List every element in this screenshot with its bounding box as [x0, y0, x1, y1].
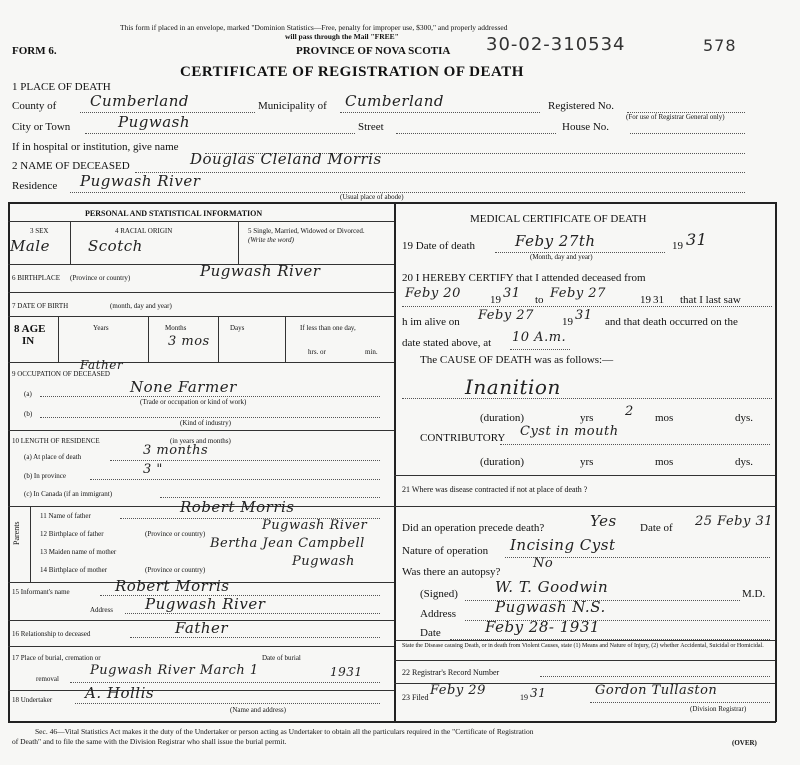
years-label: Years — [93, 324, 109, 332]
hrs-label: hrs. or — [308, 348, 326, 356]
mother-birthplace-value: Pugwash — [292, 554, 355, 569]
deceased-name: Douglas Cleland Morris — [190, 150, 382, 168]
cert-date-value: Feby 28- 1931 — [485, 618, 600, 636]
dys-label-1: dys. — [735, 412, 754, 424]
violence-note: State the Disease causing Death, or in death from Violent Causes, state (1) Means and Nature of Injury, (2) whether Accidental, Suicidal or Homicidal. — [402, 643, 764, 649]
md-label: M.D. — [742, 588, 766, 600]
removal-label: removal — [36, 675, 59, 683]
sex-value: Male — [10, 237, 50, 255]
record-label: 22 Registrar's Record Number — [402, 668, 500, 677]
racial-label: 4 RACIAL ORIGIN — [115, 227, 173, 235]
deceased-heading: 2 NAME OF DECEASED — [12, 160, 130, 172]
min-label: min. — [365, 348, 378, 356]
trade-note: (Trade or occupation or kind of work) — [140, 398, 247, 406]
sex-label: 3 SEX — [30, 227, 49, 235]
death-time: 10 A.m. — [512, 330, 567, 345]
mother-label: 13 Maiden name of mother — [40, 548, 117, 556]
registered-label: Registered No. — [548, 100, 614, 112]
registrar-note: (For use of Registrar General only) — [626, 113, 725, 121]
year3-prefix: 19 — [562, 316, 573, 328]
burial-value: Pugwash River March 1 — [90, 663, 259, 678]
death-year: 31 — [686, 230, 708, 249]
residence-length-label: 10 LENGTH OF RESIDENCE — [12, 437, 100, 445]
days-label: Days — [230, 324, 245, 332]
father-label: 11 Name of father — [40, 512, 91, 520]
city-label: City or Town — [12, 121, 71, 133]
envelope-notice: This form if placed in an envelope, marked "Dominion Statistics—Free, penalty for improper use, $300," and properly addressed — [120, 23, 508, 32]
q21-label: 21 Where was disease contracted if not at place of death ? — [402, 485, 588, 494]
street-label: Street — [358, 121, 384, 133]
informant-label: 15 Informant's name — [12, 588, 70, 596]
filed-label: 23 Filed — [402, 693, 429, 702]
stamp-suffix: 578 — [703, 36, 737, 55]
house-label: House No. — [562, 121, 610, 133]
doctor-address-label: Address — [420, 608, 457, 620]
less-than-day-label: If less than one day, — [300, 324, 356, 332]
marital-label: 5 Single, Married, Widowed or Divorced. — [248, 227, 365, 235]
county-label: County of — [12, 100, 57, 112]
informant-value: Robert Morris — [115, 577, 230, 595]
cause-value: Inanition — [465, 375, 561, 399]
duration-label-2: (duration) — [480, 456, 524, 468]
mos-label-1: mos — [655, 412, 674, 424]
year1: 31 — [503, 286, 521, 301]
doctor-address-value: Pugwash N.S. — [495, 598, 606, 616]
cert-date-label: Date — [420, 627, 441, 639]
occupation-b-label: (b) — [24, 410, 33, 418]
filed-date: Feby 29 — [430, 683, 486, 698]
year1-prefix: 19 — [490, 294, 501, 306]
at-place-label: (a) At place of death — [24, 453, 82, 461]
nature-value: Incising Cyst — [510, 536, 616, 554]
filed-year-prefix: 19 — [520, 693, 528, 702]
father-birthplace-label: 12 Birthplace of father — [40, 530, 104, 538]
mother-birthplace-note: (Province or country) — [145, 566, 206, 574]
year3: 31 — [575, 308, 593, 323]
occupation-insert: Father — [80, 358, 124, 372]
signed-label: (Signed) — [420, 588, 458, 600]
certify-label: 20 I HEREBY CERTIFY that I attended deceased from — [402, 272, 646, 284]
yrs-label-2: yrs — [580, 456, 594, 468]
attended-from: Feby 20 — [405, 286, 461, 301]
attended-to: Feby 27 — [550, 286, 606, 301]
mother-birthplace-label: 14 Birthplace of mother — [40, 566, 108, 574]
mother-value: Bertha Jean Campbell — [210, 536, 365, 551]
form-number: FORM 6. — [12, 45, 57, 57]
death-date-value: Feby 27th — [515, 232, 596, 250]
informant-address-label: Address — [90, 606, 113, 614]
contributory-label: CONTRIBUTORY — [420, 432, 506, 444]
signed-value: W. T. Goodwin — [495, 578, 609, 596]
father-birthplace-note: (Province or country) — [145, 530, 206, 538]
operation-value: Yes — [590, 512, 617, 530]
racial-value: Scotch — [88, 237, 143, 255]
in-province-label: (b) In province — [24, 472, 66, 480]
undertaker-note: (Name and address) — [230, 706, 286, 714]
relationship-label: 16 Relationship to deceased — [12, 630, 91, 638]
occupation-label: 9 OCCUPATION OF DECEASED — [12, 370, 110, 378]
city-value: Pugwash — [118, 113, 190, 131]
father-birthplace-value: Pugwash River — [262, 518, 368, 533]
yrs-label-1: yrs — [580, 412, 594, 424]
burial-label: 17 Place of burial, cremation or — [12, 654, 101, 662]
informant-address-value: Pugwash River — [145, 595, 266, 613]
birthplace-label: 6 BIRTHPLACE — [12, 274, 60, 282]
over-label: (OVER) — [732, 739, 757, 747]
at-place-value: 3 months — [143, 443, 209, 458]
envelope-notice-2: will pass through the Mail "FREE" — [285, 32, 399, 41]
occurred-label: and that death occurred on the — [605, 316, 738, 328]
duration-months: 2 — [625, 404, 634, 419]
operation-label: Did an operation precede death? — [402, 522, 545, 534]
in-canada-label: (c) In Canada (if an immigrant) — [24, 490, 113, 498]
hospital-label: If in hospital or institution, give name — [12, 141, 179, 153]
residence-length-note: (in years and months) — [170, 437, 231, 445]
year2: 31 — [653, 294, 664, 306]
father-value: Robert Morris — [180, 498, 295, 516]
burial-year: 1931 — [330, 665, 363, 679]
death-date-label: 19 Date of death — [402, 240, 475, 252]
certificate-title: CERTIFICATE OF REGISTRATION OF DEATH — [180, 64, 524, 80]
contributory-value: Cyst in mouth — [520, 424, 619, 439]
division-note: (Division Registrar) — [690, 705, 747, 713]
undertaker-value: A. Hollis — [85, 684, 155, 702]
dob-note: (month, day and year) — [110, 302, 172, 310]
age-in-label: IN — [22, 335, 35, 347]
undertaker-label: 18 Undertaker — [12, 696, 53, 704]
autopsy-label: Was there an autopsy? — [402, 566, 501, 578]
birthplace-value: Pugwash River — [200, 262, 321, 280]
op-date-value: 25 Feby 31 — [695, 514, 774, 529]
birthplace-note: (Province or country) — [70, 274, 131, 282]
year2-prefix: 19 — [640, 294, 651, 306]
mos-label-2: mos — [655, 456, 674, 468]
registrar-signature: Gordon Tullaston — [595, 683, 718, 698]
footer-text: Sec. 46—Vital Statistics Act makes it the duty of the Undertaker or person acting as Undertaker to obtain all the particulars required in the "Certificate of Registration — [35, 727, 534, 736]
age-label: 8 AGE — [14, 323, 46, 335]
burial-date-label: Date of burial — [262, 654, 301, 662]
in-province-value: 3 " — [143, 462, 163, 477]
marital-note: (Write the word) — [248, 236, 295, 244]
filed-year: 31 — [530, 686, 547, 700]
footer-text-2: of Death" and to file the same with the Division Registrar who shall issue the burial permit. — [12, 737, 287, 746]
to-label: to — [535, 294, 544, 306]
op-date-label: Date of — [640, 522, 673, 534]
death-date-note: (Month, day and year) — [530, 253, 593, 261]
months-value: 3 mos — [168, 334, 210, 349]
him-alive-label: h im alive on — [402, 316, 460, 328]
place-of-death-heading: 1 PLACE OF DEATH — [12, 81, 111, 93]
nature-label: Nature of operation — [402, 545, 489, 557]
months-label: Months — [165, 324, 187, 332]
cause-label: The CAUSE OF DEATH was as follows:— — [420, 354, 614, 366]
occupation-a-label: (a) — [24, 390, 32, 398]
duration-label-1: (duration) — [480, 412, 524, 424]
stamp-number: 30-02-310534 — [486, 34, 626, 55]
last-saw-label: that I last saw — [680, 294, 741, 306]
relationship-value: Father — [175, 619, 229, 637]
municipality-label: Municipality of — [258, 100, 327, 112]
abode-note: (Usual place of abode) — [340, 193, 404, 201]
last-saw-value: Feby 27 — [478, 308, 534, 323]
province-heading: PROVINCE OF NOVA SCOTIA — [296, 45, 451, 57]
occupation-value: None Farmer — [130, 378, 237, 396]
personal-heading: PERSONAL AND STATISTICAL INFORMATION — [85, 209, 263, 218]
death-year-prefix: 19 — [672, 240, 683, 252]
county-value: Cumberland — [90, 92, 190, 110]
parents-label: Parents — [12, 521, 21, 545]
dys-label-2: dys. — [735, 456, 754, 468]
municipality-value: Cumberland — [345, 92, 445, 110]
autopsy-value: No — [533, 556, 554, 571]
industry-note: (Kind of industry) — [180, 419, 231, 427]
medical-heading: MEDICAL CERTIFICATE OF DEATH — [470, 213, 647, 225]
dob-label: 7 DATE OF BIRTH — [12, 302, 69, 310]
date-stated-label: date stated above, at — [402, 337, 492, 349]
residence-label: Residence — [12, 180, 58, 192]
residence-value: Pugwash River — [80, 172, 201, 190]
